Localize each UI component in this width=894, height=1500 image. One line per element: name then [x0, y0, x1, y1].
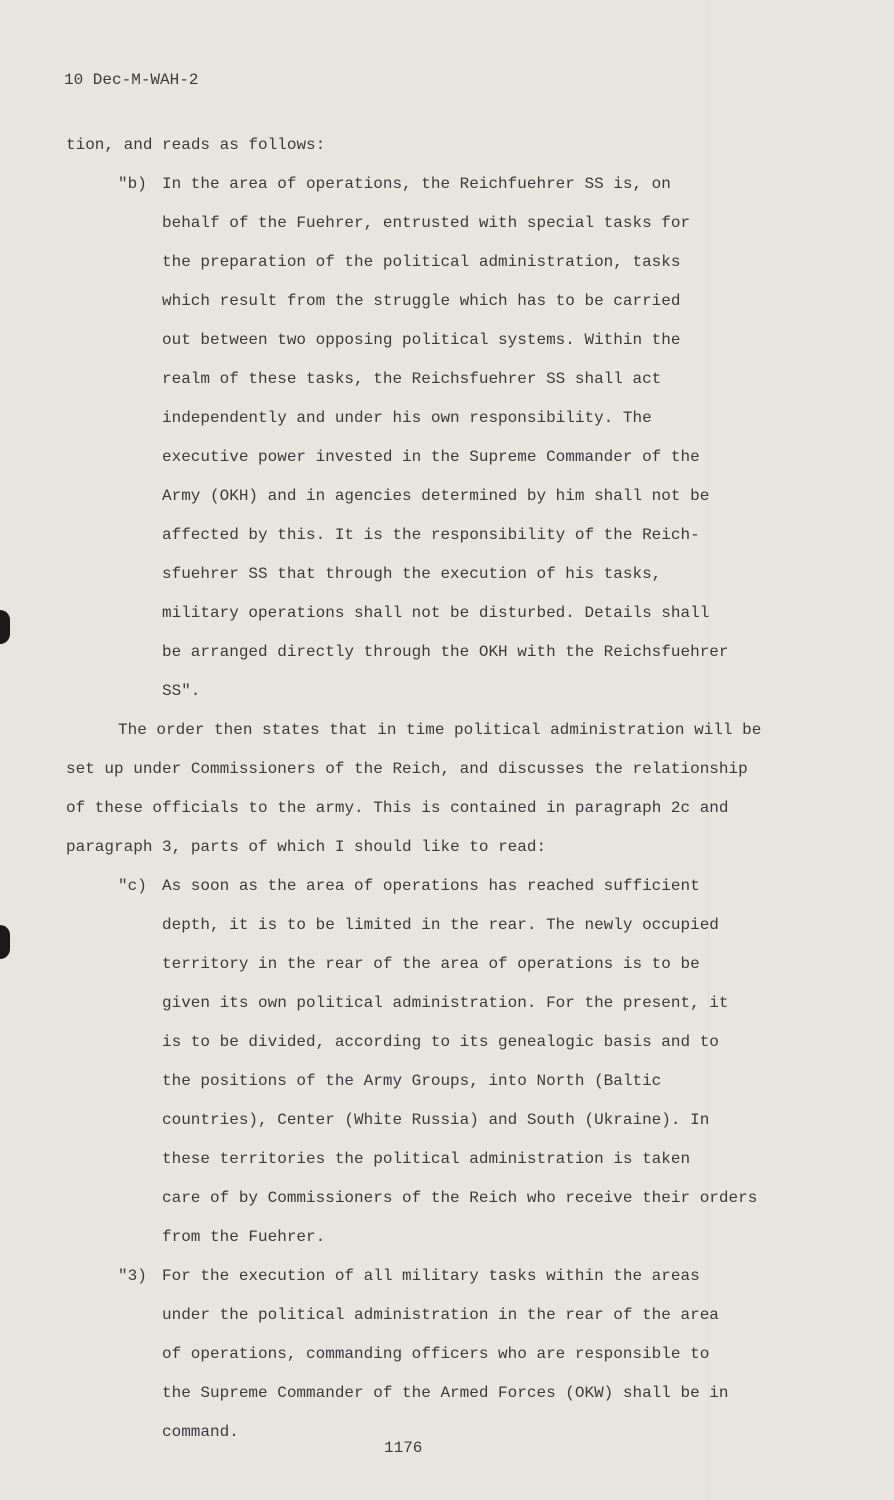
quote-line	[66, 945, 866, 984]
quote-line	[66, 1374, 866, 1413]
paragraph-line: set up under Commissioners of the Reich, and discusses the relationship	[66, 760, 748, 778]
paragraph-line: paragraph 3, parts of which I should like to read:	[66, 838, 547, 856]
quote-text: the preparation of the political administration, tasks	[162, 253, 681, 271]
quote-line	[66, 282, 866, 321]
paragraph	[66, 711, 866, 867]
quote-line	[66, 1062, 866, 1101]
page-number: 1176	[384, 1439, 423, 1457]
paragraph-line: of these officials to the army. This is contained in paragraph 2c and	[66, 799, 729, 817]
quote-line	[66, 555, 866, 594]
quote-line	[66, 1335, 866, 1374]
quote-line	[66, 477, 866, 516]
quote-line	[66, 360, 866, 399]
quote-line	[66, 438, 866, 477]
quote-line	[66, 204, 866, 243]
quote-line	[66, 867, 866, 906]
quote-text: As soon as the area of operations has reached sufficient	[162, 877, 700, 895]
quote-line	[66, 594, 866, 633]
quote-text: which result from the struggle which has to be carried	[162, 292, 681, 310]
quote-text: affected by this. It is the responsibility of the Reich-	[162, 526, 700, 544]
quote-text: For the execution of all military tasks within the areas	[162, 1267, 700, 1285]
quote-text: given its own political administration. For the present, it	[162, 994, 729, 1012]
quote-text: realm of these tasks, the Reichsfuehrer SS shall act	[162, 370, 662, 388]
quote-line	[66, 1296, 866, 1335]
quote-line	[66, 321, 866, 360]
quote-label: "3)	[118, 1267, 147, 1285]
document-body	[66, 126, 866, 1452]
quote-line	[66, 399, 866, 438]
quote-c	[66, 867, 866, 1257]
punch-hole	[0, 925, 10, 959]
quote-line	[66, 165, 866, 204]
quote-text: under the political administration in the rear of the area	[162, 1306, 719, 1324]
quote-text: behalf of the Fuehrer, entrusted with special tasks for	[162, 214, 691, 232]
quote-line	[66, 516, 866, 555]
quote-line	[66, 1218, 866, 1257]
quote-line	[66, 1413, 866, 1452]
quote-line	[66, 906, 866, 945]
quote-text: Army (OKH) and in agencies determined by him shall not be	[162, 487, 710, 505]
quote-line	[66, 1140, 866, 1179]
document-header: 10 Dec-M-WAH-2	[64, 71, 199, 89]
quote-line	[66, 1179, 866, 1218]
quote-line	[66, 1023, 866, 1062]
quote-line	[66, 1101, 866, 1140]
quote-text: territory in the rear of the area of operations is to be	[162, 955, 700, 973]
quote-text: sfuehrer SS that through the execution of his tasks,	[162, 565, 662, 583]
punch-hole	[0, 610, 10, 644]
quote-text: independently and under his own responsibility. The	[162, 409, 652, 427]
quote-text: the positions of the Army Groups, into North (Baltic	[162, 1072, 662, 1090]
quote-text: of operations, commanding officers who are responsible to	[162, 1345, 710, 1363]
quote-line	[66, 984, 866, 1023]
quote-text: is to be divided, according to its genealogic basis and to	[162, 1033, 719, 1051]
paragraph-line: The order then states that in time political administration will be	[118, 721, 762, 739]
quote-line	[66, 1257, 866, 1296]
quote-b	[66, 165, 866, 711]
quote-text: out between two opposing political systems. Within the	[162, 331, 681, 349]
quote-text: executive power invested in the Supreme Commander of the	[162, 448, 700, 466]
quote-text: military operations shall not be disturbed. Details shall	[162, 604, 710, 622]
quote-text: from the Fuehrer.	[162, 1228, 326, 1246]
intro-line: tion, and reads as follows:	[66, 136, 326, 154]
quote-label: "b)	[118, 175, 147, 193]
quote-text: SS".	[162, 682, 201, 700]
quote-text: command.	[162, 1423, 239, 1441]
quote-label: "c)	[118, 877, 147, 895]
quote-text: be arranged directly through the OKH with the Reichsfuehrer	[162, 643, 729, 661]
quote-text: countries), Center (White Russia) and South (Ukraine). In	[162, 1111, 710, 1129]
quote-line	[66, 672, 866, 711]
quote-text: care of by Commissioners of the Reich who receive their orders	[162, 1189, 758, 1207]
quote-text: these territories the political administration is taken	[162, 1150, 691, 1168]
quote-line	[66, 243, 866, 282]
quote-text: depth, it is to be limited in the rear. The newly occupied	[162, 916, 719, 934]
quote-line	[66, 633, 866, 672]
quote-text: the Supreme Commander of the Armed Forces (OKW) shall be in	[162, 1384, 729, 1402]
quote-3	[66, 1257, 866, 1452]
quote-text: In the area of operations, the Reichfuehrer SS is, on	[162, 175, 671, 193]
